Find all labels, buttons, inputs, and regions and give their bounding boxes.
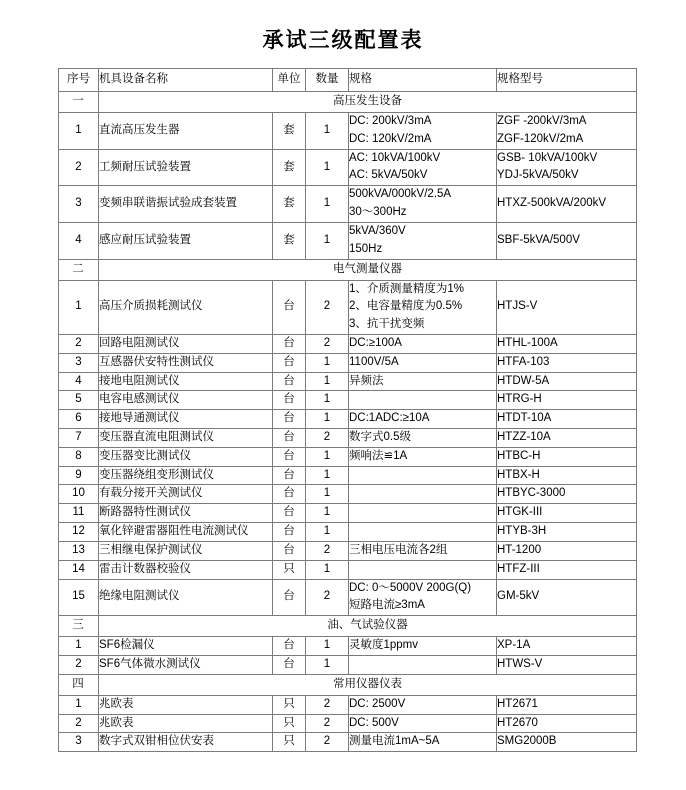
equipment-spec: 异频法 (349, 372, 497, 391)
row-number: 8 (59, 447, 99, 466)
equipment-unit: 台 (273, 523, 306, 542)
equipment-quantity: 2 (306, 714, 349, 733)
equipment-model: HTDT-10A (497, 410, 637, 429)
equipment-spec: DC: 500V (349, 714, 497, 733)
equipment-name: 直流高压发生器 (99, 113, 273, 150)
equipment-spec: DC:≥100A (349, 334, 497, 353)
table-row (59, 372, 637, 391)
equipment-name: 工频耐压试验装置 (99, 149, 273, 186)
equipment-name: 断路器特性测试仪 (99, 504, 273, 523)
table-row (59, 637, 637, 656)
equipment-quantity: 1 (306, 466, 349, 485)
section-title: 常用仪器仪表 (99, 674, 637, 695)
table-row (59, 733, 637, 752)
row-number: 10 (59, 485, 99, 504)
equipment-quantity: 1 (306, 637, 349, 656)
equipment-unit: 台 (273, 637, 306, 656)
row-number: 9 (59, 466, 99, 485)
section-index: 四 (59, 674, 99, 695)
equipment-model: GM-5kV (497, 579, 637, 616)
equipment-model: HTJS-V (497, 280, 637, 334)
equipment-unit: 套 (273, 186, 306, 223)
table-row (59, 113, 637, 150)
equipment-model: HTDW-5A (497, 372, 637, 391)
equipment-name: 三相继电保护测试仪 (99, 541, 273, 560)
equipment-name: 兆欧表 (99, 714, 273, 733)
equipment-model: XP-1A (497, 637, 637, 656)
equipment-unit: 台 (273, 466, 306, 485)
equipment-unit: 台 (273, 447, 306, 466)
equipment-spec: 500kVA/000kV/2.5A 30～300Hz (349, 186, 497, 223)
table-header-row (59, 69, 637, 92)
section-index: 三 (59, 616, 99, 637)
table-row (59, 429, 637, 448)
equipment-name: 有载分接开关测试仪 (99, 485, 273, 504)
column-header-unit: 单位 (273, 69, 306, 92)
equipment-model: SBF-5kVA/500V (497, 222, 637, 259)
equipment-name: 电容电感测试仪 (99, 391, 273, 410)
equipment-quantity: 1 (306, 222, 349, 259)
equipment-unit: 台 (273, 334, 306, 353)
row-number: 2 (59, 714, 99, 733)
section-header-row (59, 92, 637, 113)
equipment-unit: 只 (273, 695, 306, 714)
equipment-model: HTWS-V (497, 655, 637, 674)
equipment-name: 变压器直流电阻测试仪 (99, 429, 273, 448)
equipment-unit: 台 (273, 410, 306, 429)
equipment-unit: 套 (273, 113, 306, 150)
equipment-spec: 5kVA/360V 150Hz (349, 222, 497, 259)
equipment-model: ZGF -200kV/3mA ZGF-120kV/2mA (497, 113, 637, 150)
equipment-quantity: 1 (306, 186, 349, 223)
equipment-model: HT2670 (497, 714, 637, 733)
equipment-unit: 套 (273, 222, 306, 259)
section-title: 电气测量仪器 (99, 259, 637, 280)
equipment-unit: 台 (273, 372, 306, 391)
equipment-spec (349, 523, 497, 542)
equipment-unit: 台 (273, 280, 306, 334)
equipment-model: HTBYC-3000 (497, 485, 637, 504)
table-row (59, 353, 637, 372)
row-number: 3 (59, 186, 99, 223)
equipment-quantity: 1 (306, 372, 349, 391)
table-row (59, 504, 637, 523)
equipment-spec (349, 466, 497, 485)
equipment-unit: 只 (273, 714, 306, 733)
row-number: 2 (59, 334, 99, 353)
table-row (59, 410, 637, 429)
equipment-model: HTYB-3H (497, 523, 637, 542)
equipment-spec (349, 504, 497, 523)
equipment-quantity: 2 (306, 579, 349, 616)
section-title: 油、气试验仪器 (99, 616, 637, 637)
equipment-name: 高压介质损耗测试仪 (99, 280, 273, 334)
equipment-spec: DC:1ADC:≥10A (349, 410, 497, 429)
equipment-quantity: 2 (306, 733, 349, 752)
equipment-name: 接地电阻测试仪 (99, 372, 273, 391)
equipment-spec: 1100V/5A (349, 353, 497, 372)
table-row (59, 149, 637, 186)
row-number: 4 (59, 372, 99, 391)
row-number: 2 (59, 655, 99, 674)
equipment-spec (349, 560, 497, 579)
column-header-spec: 规格 (349, 69, 497, 92)
equipment-model: HTFZ-III (497, 560, 637, 579)
equipment-model: HTGK-III (497, 504, 637, 523)
column-header-name: 机具设备名称 (99, 69, 273, 92)
equipment-unit: 套 (273, 149, 306, 186)
equipment-spec: 频响法≌1A (349, 447, 497, 466)
table-header (59, 69, 637, 92)
equipment-name: SF6检漏仪 (99, 637, 273, 656)
table-row (59, 391, 637, 410)
row-number: 15 (59, 579, 99, 616)
row-number: 12 (59, 523, 99, 542)
row-number: 1 (59, 695, 99, 714)
equipment-model: HTBC-H (497, 447, 637, 466)
row-number: 2 (59, 149, 99, 186)
row-number: 3 (59, 733, 99, 752)
row-number: 13 (59, 541, 99, 560)
table-row (59, 541, 637, 560)
equipment-quantity: 2 (306, 429, 349, 448)
section-header-row (59, 616, 637, 637)
section-header-row (59, 259, 637, 280)
equipment-spec: DC: 200kV/3mA DC: 120kV/2mA (349, 113, 497, 150)
equipment-model: HTFA-103 (497, 353, 637, 372)
equipment-model: HT-1200 (497, 541, 637, 560)
equipment-spec (349, 485, 497, 504)
equipment-configuration-table (58, 68, 637, 752)
equipment-name: 绝缘电阻测试仪 (99, 579, 273, 616)
table-row (59, 222, 637, 259)
equipment-spec: 数字式0.5级 (349, 429, 497, 448)
equipment-name: 雷击计数器校验仪 (99, 560, 273, 579)
equipment-name: 数字式双钳相位伏安表 (99, 733, 273, 752)
equipment-name: 变压器变比测试仪 (99, 447, 273, 466)
equipment-quantity: 2 (306, 280, 349, 334)
equipment-model: HTHL-100A (497, 334, 637, 353)
equipment-spec (349, 391, 497, 410)
table-row (59, 447, 637, 466)
equipment-unit: 台 (273, 353, 306, 372)
column-header-qty: 数量 (306, 69, 349, 92)
equipment-table-wrapper (58, 68, 636, 752)
equipment-model: HTBX-H (497, 466, 637, 485)
table-row (59, 579, 637, 616)
table-row (59, 695, 637, 714)
equipment-quantity: 1 (306, 391, 349, 410)
equipment-unit: 台 (273, 579, 306, 616)
equipment-spec: 灵敏度1ppmv (349, 637, 497, 656)
section-title: 高压发生设备 (99, 92, 637, 113)
equipment-unit: 台 (273, 485, 306, 504)
equipment-quantity: 1 (306, 447, 349, 466)
equipment-quantity: 1 (306, 410, 349, 429)
table-row (59, 560, 637, 579)
equipment-name: 变频串联谐振试验成套装置 (99, 186, 273, 223)
equipment-spec: 三相电压电流各2组 (349, 541, 497, 560)
equipment-unit: 台 (273, 429, 306, 448)
equipment-unit: 台 (273, 391, 306, 410)
equipment-quantity: 2 (306, 695, 349, 714)
row-number: 1 (59, 113, 99, 150)
equipment-spec: DC: 2500V (349, 695, 497, 714)
equipment-name: 接地导通测试仪 (99, 410, 273, 429)
equipment-model: HTXZ-500kVA/200kV (497, 186, 637, 223)
equipment-model: SMG2000B (497, 733, 637, 752)
equipment-name: 感应耐压试验装置 (99, 222, 273, 259)
row-number: 4 (59, 222, 99, 259)
equipment-spec: AC: 10kVA/100kV AC: 5kVA/50kV (349, 149, 497, 186)
row-number: 7 (59, 429, 99, 448)
equipment-unit: 只 (273, 733, 306, 752)
equipment-model: HT2671 (497, 695, 637, 714)
equipment-quantity: 1 (306, 560, 349, 579)
equipment-name: 氧化锌避雷器阻性电流测试仪 (99, 523, 273, 542)
column-header-model: 规格型号 (497, 69, 637, 92)
equipment-spec: 测量电流1mA~5A (349, 733, 497, 752)
equipment-quantity: 2 (306, 334, 349, 353)
equipment-quantity: 2 (306, 541, 349, 560)
equipment-name: 兆欧表 (99, 695, 273, 714)
row-number: 14 (59, 560, 99, 579)
equipment-model: HTZZ-10A (497, 429, 637, 448)
equipment-model: HTRG-H (497, 391, 637, 410)
equipment-unit: 台 (273, 541, 306, 560)
row-number: 1 (59, 280, 99, 334)
row-number: 6 (59, 410, 99, 429)
section-header-row (59, 674, 637, 695)
equipment-unit: 台 (273, 504, 306, 523)
equipment-quantity: 1 (306, 113, 349, 150)
equipment-name: 回路电阻测试仪 (99, 334, 273, 353)
table-row (59, 523, 637, 542)
equipment-model: GSB- 10kVA/100kV YDJ-5kVA/50kV (497, 149, 637, 186)
equipment-quantity: 1 (306, 485, 349, 504)
equipment-spec: DC: 0～5000V 200G(Q) 短路电流≥3mA (349, 579, 497, 616)
table-row (59, 334, 637, 353)
table-row (59, 655, 637, 674)
row-number: 3 (59, 353, 99, 372)
equipment-unit: 只 (273, 560, 306, 579)
row-number: 5 (59, 391, 99, 410)
section-index: 一 (59, 92, 99, 113)
equipment-spec (349, 655, 497, 674)
section-index: 二 (59, 259, 99, 280)
table-row (59, 466, 637, 485)
column-header-no: 序号 (59, 69, 99, 92)
equipment-quantity: 1 (306, 353, 349, 372)
table-body (59, 92, 637, 752)
table-row (59, 186, 637, 223)
row-number: 1 (59, 637, 99, 656)
equipment-name: 变压器绕组变形测试仪 (99, 466, 273, 485)
row-number: 11 (59, 504, 99, 523)
equipment-quantity: 1 (306, 523, 349, 542)
equipment-spec: 1、介质测量精度为1% 2、电容量精度为0.5% 3、抗干扰变频 (349, 280, 497, 334)
equipment-quantity: 1 (306, 655, 349, 674)
equipment-name: SF6气体微水测试仪 (99, 655, 273, 674)
equipment-unit: 台 (273, 655, 306, 674)
equipment-quantity: 1 (306, 504, 349, 523)
table-row (59, 714, 637, 733)
equipment-quantity: 1 (306, 149, 349, 186)
table-row (59, 485, 637, 504)
table-row (59, 280, 637, 334)
page-title: 承试三级配置表 (262, 29, 424, 52)
equipment-name: 互感器伏安特性测试仪 (99, 353, 273, 372)
